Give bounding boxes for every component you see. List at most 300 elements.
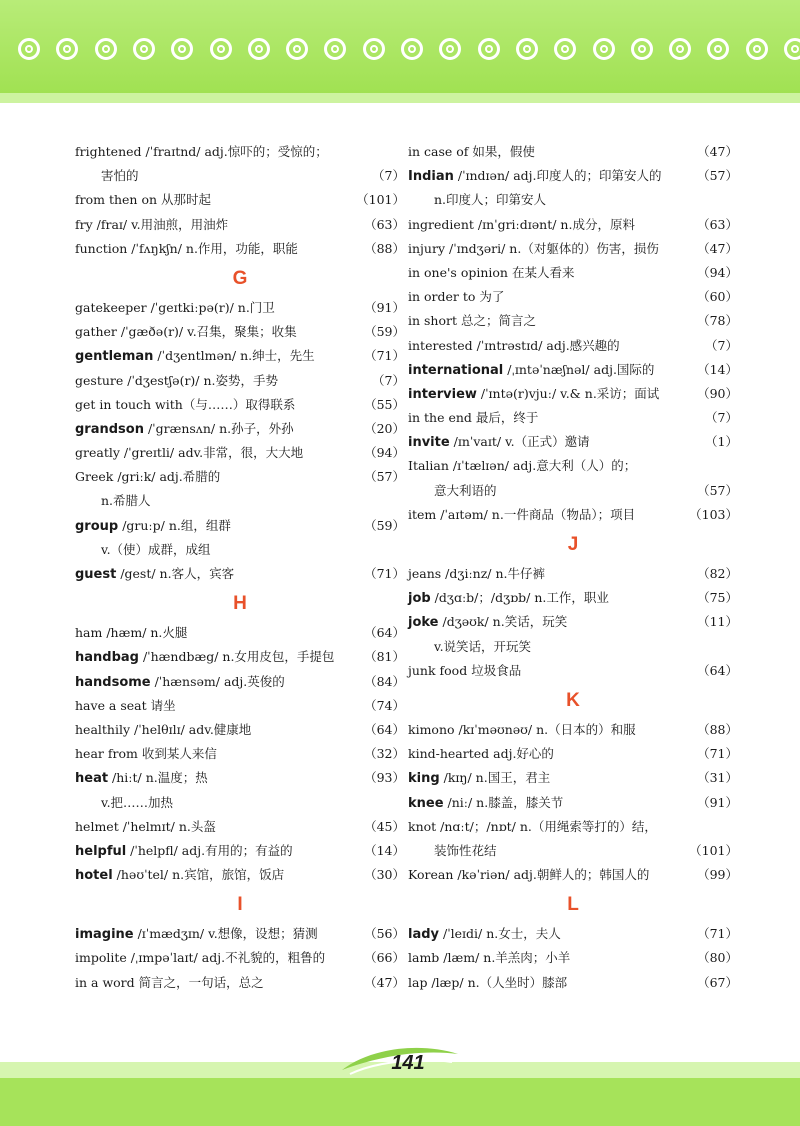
page-ref: （14） [697,361,738,377]
glossary-entry [408,659,738,683]
headword: guest [75,567,117,582]
ring-ornament-icon [363,38,385,60]
definition: /ˈgeɪtkiːpə(r)/ n.门卫 [146,299,275,315]
glossary-entry [408,503,738,527]
headword: fry [75,216,93,232]
glossary-entry [75,645,405,669]
page-ref: （91） [697,794,738,810]
glossary-entry [75,815,405,839]
entry-continuation: v.（使）成群，成组 [101,541,211,557]
definition: /ˈgrænsʌn/ n.孙子，外孙 [143,420,294,436]
glossary-entry [75,369,405,393]
section-letter: I [237,894,243,916]
entry-text [75,718,251,742]
page-ref: （71） [697,746,738,762]
headword: in case of [408,144,469,159]
headword: get in touch with [75,396,183,412]
entry-text [75,863,284,888]
entry-text [408,358,654,383]
top-decorative-band [0,0,800,103]
headword: kimono [408,721,455,737]
page-ref: （91） [364,299,405,315]
glossary-entry [75,694,405,718]
entry-text [408,659,521,683]
glossary-entry [75,718,405,742]
definition: 从那时起 [157,192,212,208]
definition: /ɪˈtælɪən/ adj.意大利（人）的； [448,458,637,474]
glossary-entry [408,406,738,430]
page-ref: （31） [697,770,738,786]
page-ref: （71） [364,566,405,581]
glossary-entry [75,839,405,863]
glossary-entry [75,946,405,970]
entry-text [408,382,659,407]
glossary-entry [75,971,405,995]
entry-text [408,285,504,309]
glossary-entry [408,309,738,333]
ring-ornament-icon [784,38,800,60]
headword: ingredient [408,216,474,232]
headword: lamb [408,950,440,966]
definition: 收到某人来信 [137,746,217,762]
page-ref: （88） [697,721,738,737]
glossary-entry [75,393,405,417]
page-ref: （20） [364,420,405,436]
glossary-entry [408,479,738,503]
headword: junk food [408,662,468,678]
entry-text [75,188,211,212]
page-ref: （74） [364,697,405,713]
glossary-entry [75,489,405,513]
headword: frightened [75,144,142,159]
entry-text [408,586,609,611]
entry-text [75,393,295,417]
definition: /ˈɪndɪən/ adj.印度人的；印第安人的 [453,168,662,184]
section-letter: J [567,534,579,555]
ring-ornament-icon [248,38,270,60]
page-ref: （84） [364,673,405,689]
ring-ornament-icon [439,38,461,60]
headword: healthily [75,721,131,737]
definition: /ˈɪntə(r)vjuː/ v.& n.采访；面试 [476,385,660,401]
glossary-entry [75,140,405,164]
definition: /ˈhændbæg/ n.女用皮包，手提包 [138,649,335,665]
ring-ornament-icon [18,38,40,60]
headword: knot [408,818,437,834]
definition: /ˈfʌŋkʃn/ n.作用，功能，职能 [127,240,298,256]
entry-text [408,766,550,791]
headword: Italian [408,458,449,474]
glossary-entry [75,742,405,766]
entry-text [408,309,536,333]
glossary-left-column [75,140,405,995]
glossary-right-column [408,140,738,995]
definition: （与……）取得联系 [182,396,296,412]
entry-text [408,140,535,164]
headword: gesture [75,372,124,388]
entry-text [408,430,590,455]
glossary-entry [408,635,738,659]
headword: injury [408,240,446,256]
glossary-entry [75,621,405,645]
definition: /ˈdʒestʃə(r)/ n.姿势，手势 [123,372,279,388]
entry-text [75,815,216,839]
definition: /hiːt/ n.温度；热 [108,770,208,786]
page-ref: （66） [364,950,405,966]
entry-text [408,237,659,261]
definition: /dʒɑːb/；/dʒɒb/ n.工作，职业 [430,590,609,606]
page-ref: （67） [697,974,738,990]
ring-border [18,38,798,70]
entry-text [75,465,220,489]
headword: in the end [408,410,472,426]
glossary-entry [408,971,738,995]
entry-text [75,971,264,995]
page-ref: （56） [364,926,405,942]
headword: in one's opinion [408,264,508,280]
glossary-entry [75,863,405,887]
page-ref: （55） [364,396,405,412]
definition: /griːk/ adj.希腊的 [113,469,221,485]
headword: handbag [75,650,139,666]
page-ref: （64） [364,625,405,641]
ring-ornament-icon [478,38,500,60]
definition: /ˈɪntrəstɪd/ adj.感兴趣的 [472,337,620,353]
page-ref: （64） [697,662,738,678]
ring-ornament-icon [707,38,729,60]
entry-text [408,922,561,947]
headword: lady [408,927,440,943]
page-ref: （60） [697,289,738,305]
entry-text [408,863,649,887]
definition: /ˌɪmpəˈlaɪt/ adj.不礼貌的，粗鲁的 [126,950,326,966]
section-letter: H [233,593,247,615]
headword: interview [408,386,477,402]
headword: king [408,771,440,787]
page-ref: （64） [364,721,405,737]
glossary-entry [75,670,405,694]
glossary-entry [408,815,738,839]
glossary-entry [75,465,405,489]
headword: invite [408,435,450,451]
section-letter: G [232,267,248,289]
entry-text [75,237,298,261]
glossary-entry [75,766,405,790]
headword: joke [408,615,439,631]
page-ref: （71） [697,926,738,942]
page-ref: （63） [364,216,405,232]
definition: /ˈfraɪtnd/ adj.惊吓的；受惊的； [141,144,328,159]
headword: from then on [75,192,158,208]
glossary-entry [408,261,738,285]
section-letter: K [566,689,580,711]
glossary-entry [408,285,738,309]
glossary-entry [408,237,738,261]
page-ref: （32） [364,746,405,762]
ring-ornament-icon [401,38,423,60]
headword: helpful [75,843,127,859]
page-ref: （45） [364,818,405,834]
ring-ornament-icon [171,38,193,60]
page-number: 141 [391,1052,425,1074]
entry-text [408,610,567,635]
page-ref: （14） [364,842,405,858]
entry-text [75,320,297,344]
entry-text [75,213,228,237]
entry-text [408,718,636,742]
headword: helmet [75,818,119,834]
definition: /ˈdʒentlmən/ n.绅士，先生 [153,348,315,364]
page-ref: （7） [705,337,738,353]
definition: /niː/ n.膝盖，膝关节 [443,794,564,810]
definition: /gest/ n.客人，宾客 [116,566,235,581]
glossary-entry [75,514,405,538]
headword: heat [75,771,109,787]
page-ref: （88） [364,240,405,256]
definition: /dʒəʊk/ n.笑话，玩笑 [438,614,568,630]
page-ref: （59） [364,517,405,533]
definition: /ˈgreɪtli/ adv.非常，很，大大地 [119,445,304,461]
entry-text [75,369,278,393]
glossary-entry [408,839,738,863]
headword: group [75,518,119,534]
ring-ornament-icon [324,38,346,60]
definition: /hæm/ n.火腿 [102,625,188,641]
glossary-entry [408,742,738,766]
entry-text [408,971,567,995]
definition: /ˈɪndʒəri/ n.（对躯体的）伤害，损伤 [445,240,659,256]
definition: /ɪˈmædʒɪn/ v.想像，设想；猜测 [133,926,318,942]
definition: /gruːp/ n.组，组群 [118,517,231,533]
definition: adj.好心的 [489,746,554,762]
ring-ornament-icon [56,38,78,60]
definition: /ˈhelpfl/ adj.有用的；有益的 [126,842,293,858]
headword: in a word [75,974,135,990]
page-ref: （99） [697,867,738,883]
entry-text [408,562,545,586]
definition: /dʒiːnz/ n.牛仔裤 [441,566,545,581]
headword: Korean [408,867,454,883]
glossary-entry [75,344,405,368]
entry-continuation: 意大利语的 [434,482,497,498]
ring-ornament-icon [554,38,576,60]
ring-ornament-icon [593,38,615,60]
entry-text [75,514,231,539]
headword: item [408,506,437,522]
definition: /kəˈriən/ adj.朝鲜人的；韩国人的 [453,867,650,883]
headword: grandson [75,421,144,437]
entry-continuation: v.说笑话，开玩笑 [434,638,532,654]
glossary-entry [75,922,405,946]
glossary-entry [75,296,405,320]
definition: 简言之，一句话，总之 [134,974,264,990]
page-ref: （94） [697,264,738,280]
glossary-entry [408,922,738,946]
entry-text [75,946,325,970]
headword: gatekeeper [75,299,147,315]
band-edge [0,93,800,103]
ring-ornament-icon [669,38,691,60]
page-ref: （63） [697,216,738,232]
headword: hotel [75,868,113,884]
headword: jeans [408,566,442,581]
headword: kind-hearted [408,746,490,762]
definition: /ˈhænsəm/ adj.英俊的 [150,673,285,689]
entry-text [75,922,318,947]
ring-ornament-icon [516,38,538,60]
definition: 为了 [475,289,505,305]
glossary-entry [75,213,405,237]
headword: Indian [408,169,454,185]
headword: have a seat [75,697,147,713]
entry-text [75,621,187,645]
page-ref: （47） [697,144,738,159]
entry-text [408,334,620,358]
page-ref: （7） [372,168,405,184]
page-ref: （103） [689,506,738,522]
headword: greatly [75,445,120,461]
entry-text [75,562,234,587]
entry-text [75,441,303,465]
headword: international [408,362,504,378]
entry-text [408,503,635,527]
headword: knee [408,795,444,811]
entry-continuation: n.希腊人 [101,493,151,509]
page-ref: （101） [689,842,738,858]
page-ref: （47） [697,240,738,256]
glossary-entry [75,237,405,261]
entry-text [75,344,315,369]
entry-text [75,140,328,164]
glossary-entry [408,188,738,212]
definition: /ɪnˈgriːdɪənt/ n.成分，原料 [473,216,635,232]
entry-text [408,791,563,816]
glossary-entry [75,320,405,344]
definition: 垃圾食品 [467,662,522,678]
glossary-entry [75,538,405,562]
ring-ornament-icon [631,38,653,60]
entry-text [75,694,176,718]
page-ref: （80） [697,950,738,966]
glossary-entry [408,766,738,790]
page-ref: （47） [364,974,405,990]
page-ref: （90） [697,385,738,401]
glossary-entry [408,562,738,586]
glossary-entry [408,586,738,610]
headword: in order to [408,289,476,305]
entry-text [408,454,636,478]
page-ref: （57） [697,482,738,498]
entry-text [408,261,574,285]
definition: /ˌɪntəˈnæʃnəl/ adj.国际的 [503,361,655,377]
headword: function [75,240,128,256]
glossary-entry [408,164,738,188]
glossary-entry [75,164,405,188]
page-ref: （75） [697,590,738,606]
headword: in short [408,313,458,329]
page-ref: （30） [364,867,405,883]
entry-text [75,742,217,766]
definition: /læm/ n.羊羔肉；小羊 [439,950,571,966]
glossary-entry [75,562,405,586]
entry-text [75,839,293,864]
definition: 请坐 [146,697,176,713]
headword: gather [75,324,117,340]
ring-ornament-icon [286,38,308,60]
ring-ornament-icon [210,38,232,60]
definition: /kɪˈməʊnəʊ/ n.（日本的）和服 [454,721,636,737]
headword: Greek [75,469,114,485]
page-ref: （59） [364,324,405,340]
entry-text [75,645,334,670]
entry-text [408,946,570,970]
definition: 总之；简言之 [457,313,536,329]
entry-continuation: v.把……加热 [101,794,174,810]
glossary-entry [408,382,738,406]
definition: /nɑːt/；/nɒt/ n.（用绳索等打的）结， [436,818,657,834]
entry-text [75,670,285,695]
page-ref: （71） [364,348,405,364]
glossary-entry [75,441,405,465]
definition: /læp/ n.（人坐时）膝部 [427,974,568,990]
entry-text [408,742,554,766]
definition: /ˈaɪtəm/ n.一件商品（物品）；项目 [436,506,636,522]
entry-text [408,213,635,237]
definition: 如果，假使 [468,144,535,159]
glossary-entry [408,430,738,454]
definition: /ˈhelmɪt/ n.头盔 [118,818,216,834]
section-letter: L [567,894,579,916]
glossary-entry [408,334,738,358]
page-ref: （1） [705,434,738,450]
definition: 在某人看来 [507,264,575,280]
glossary-entry [408,454,738,478]
ring-ornament-icon [746,38,768,60]
entry-text [75,417,294,442]
entry-text [408,815,657,839]
definition: /ˈleɪdi/ n.女士，夫人 [439,926,561,942]
entry-continuation: 装饰性花结 [434,842,497,858]
glossary-entry [408,718,738,742]
page-ref: （93） [364,770,405,786]
glossary-entry [408,140,738,164]
glossary-entry [408,213,738,237]
page-ref: （11） [697,614,738,630]
headword: gentleman [75,349,154,365]
ring-ornament-icon [133,38,155,60]
headword: job [408,591,431,607]
entry-text [75,766,208,791]
page-ref: （57） [364,469,405,485]
definition: /ɪnˈvaɪt/ v.（正式）邀请 [449,434,590,450]
definition: 最后，终于 [471,410,539,426]
entry-continuation: 害怕的 [101,168,139,184]
entry-text [408,406,538,430]
page-ref: （7） [705,410,738,426]
page-ref: （101） [356,192,405,208]
page-ref: （82） [697,566,738,581]
glossary-entry [75,791,405,815]
glossary-entry [408,791,738,815]
glossary-entry [75,188,405,212]
definition: /həʊˈtel/ n.宾馆，旅馆，饭店 [112,867,285,883]
definition: /ˈgæðə(r)/ v.召集，聚集；收集 [116,324,297,340]
glossary-entry [408,863,738,887]
glossary-entry [75,417,405,441]
glossary-entry [408,946,738,970]
glossary-entry [408,358,738,382]
entry-text [75,296,275,320]
